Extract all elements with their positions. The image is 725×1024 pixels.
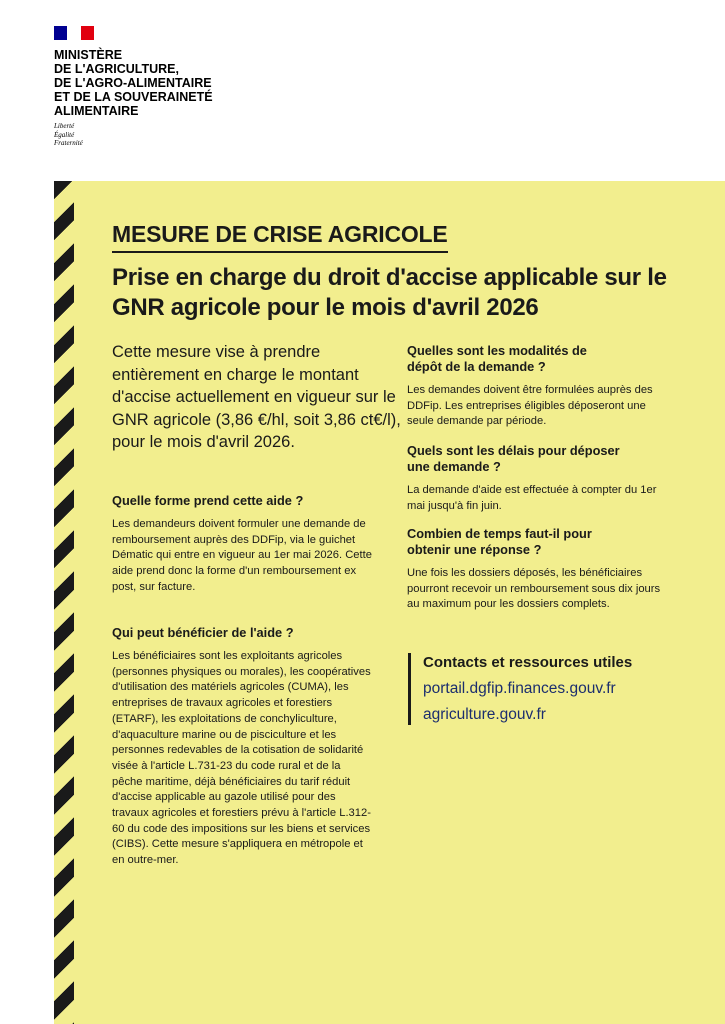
section-response-time <box>407 526 675 613</box>
contacts-title: Contacts et ressources utiles <box>423 654 633 671</box>
flag-blue-band <box>54 26 67 40</box>
motto-line: Égalité <box>54 130 75 139</box>
section-heading: Quelles sont les modalités de dépôt de la demande ? <box>407 343 587 374</box>
contacts-box <box>408 653 632 725</box>
section-heading: Combien de temps faut-il pour obtenir une réponse ? <box>407 526 592 557</box>
flag-white-band <box>67 26 80 40</box>
section-heading: Quels sont les délais pour déposer une demande ? <box>407 443 620 474</box>
ministry-name <box>54 48 213 118</box>
section-heading: Qui peut bénéficier de l'aide ? <box>112 625 294 640</box>
section-aid-form <box>112 493 374 596</box>
ministry-line: ALIMENTAIRE <box>54 104 139 118</box>
section-heading: Quelle forme prend cette aide ? <box>112 493 304 508</box>
section-deadlines <box>407 443 675 514</box>
section-body: Une fois les dossiers déposés, les bénéficiaires pourront recevoir un remboursement sous dix jours au maximum pour les dossiers complets. <box>407 567 661 611</box>
lead-paragraph: Cette mesure vise à prendre entièrement en charge le montant d'accise actuellement en vigueur sur le GNR agricole (3,86 €/hl, soit 3,86 ct€/l), pour le mois d'avril 2026. <box>112 343 401 451</box>
section-body: Les demandeurs doivent formuler une demande de remboursement auprès des DDFip, via le guichet Dématic qui entre en vigueur au 1er mai 2026. Cette aide prend donc la forme d'un remboursement ex post, sur facture. <box>112 518 372 593</box>
kicker-heading: MESURE DE CRISE AGRICOLE <box>112 221 448 253</box>
page-title: Prise en charge du droit d'accise applicable sur le GNR agricole pour le mois d'avril 2026 <box>112 264 667 321</box>
french-flag-logo <box>54 26 94 40</box>
info-panel <box>54 181 725 1024</box>
motto-line: Liberté <box>54 122 75 130</box>
section-body: La demande d'aide est effectuée à compter du 1er mai jusqu'à fin juin. <box>407 484 657 512</box>
ministry-line: DE L'AGRICULTURE, <box>54 62 179 76</box>
section-body: Les bénéficiaires sont les exploitants agricoles (personnes physiques ou morales), les coopératives d'utilisation des matériels agricoles (CUMA), les entreprises de travaux agricoles et forestiers (ETARF), les exploitations de conchyliculture, d'aquaculture marine ou de pisciculture et les personnes redevables de la cotisation de solidarité visée à l'article L.731-23 du code rural et de la pêche maritime, déjà bénéficiaires du tarif réduit d'accise applicable au gazole utilisé pour des travaux agricoles et forestiers prévu à l'article L.312-60 du code des impositions sur les biens et services (CIBS). Cette mesure s'appliquera en métropole et en outre-mer. <box>112 650 371 867</box>
motto-line: Fraternité <box>54 139 83 147</box>
flag-red-band <box>81 26 94 40</box>
section-body: Les demandes doivent être formulées auprès des DDFip. Les entreprises éligibles déposeront une seule demande par période. <box>407 384 653 428</box>
ministry-line: ET DE LA SOUVERAINETÉ <box>54 90 213 104</box>
ministry-line: DE L'AGRO-ALIMENTAIRE <box>54 76 212 90</box>
ministry-line: MINISTÈRE <box>54 48 123 62</box>
link-agriculture-site[interactable]: agriculture.gouv.fr <box>423 706 546 723</box>
section-filing-terms <box>407 343 675 430</box>
hazard-stripes <box>54 181 74 1024</box>
page-header <box>54 26 213 148</box>
section-beneficiaries <box>112 625 374 869</box>
link-dgfip-portal[interactable]: portail.dgfip.finances.gouv.fr <box>423 680 616 697</box>
republic-motto <box>54 122 213 148</box>
